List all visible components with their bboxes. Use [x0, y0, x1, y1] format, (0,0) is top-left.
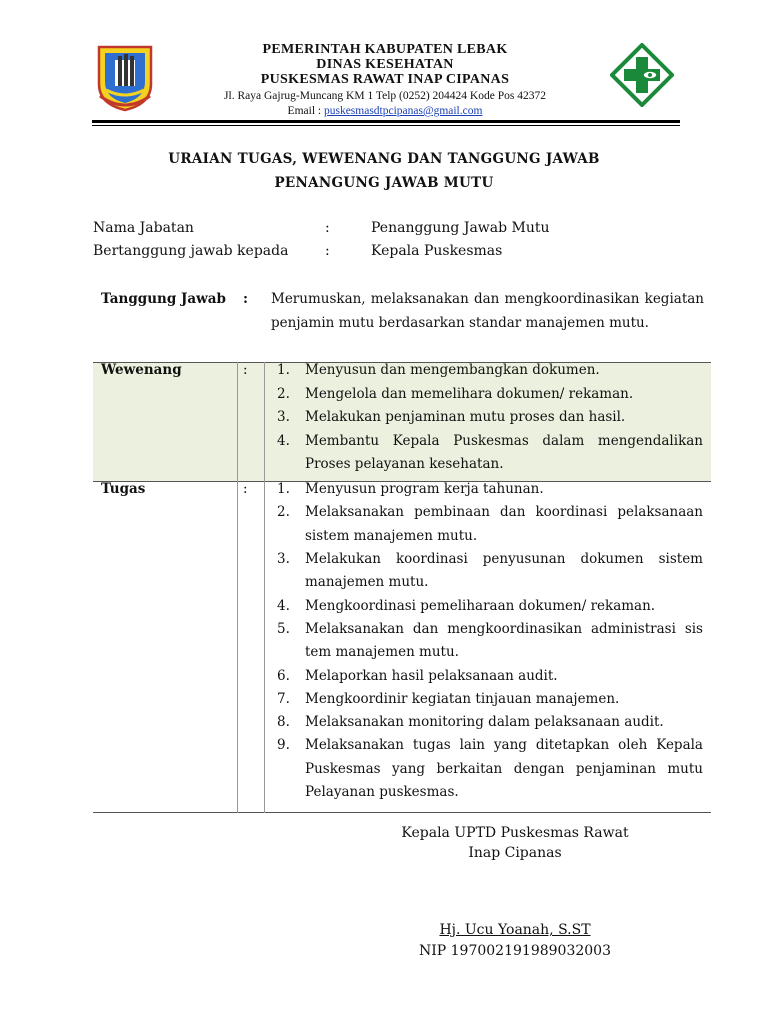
- list-item-text: Menyusun dan mengembangkan dokumen.: [305, 362, 600, 378]
- list-item-text: Melaporkan hasil pelaksanaan audit.: [305, 667, 558, 684]
- table-hline-bottom: [93, 812, 711, 813]
- signature-title-line1: Kepala UPTD Puskesmas Rawat: [401, 825, 629, 841]
- list-item-text: Pelayanan puskesmas.: [305, 784, 459, 801]
- wewenang-label: Wewenang: [101, 362, 182, 378]
- list-item-text: Mengkoordinasi pemeliharaan dokumen/ rekaman.: [305, 597, 656, 614]
- list-item-text: Menyusun program kerja tahunan.: [305, 481, 544, 497]
- list-item-text: Mengelola dan memelihara dokumen/ rekaman.: [305, 385, 634, 402]
- list-item-number: 4.: [277, 597, 290, 614]
- list-item-text: Membantu Kepala Puskesmas dalam mengendalikan: [305, 432, 703, 449]
- right-logo: [610, 43, 674, 107]
- table-vline-2: [264, 362, 265, 813]
- list-item-text: tem manajemen mutu.: [305, 644, 459, 661]
- signature-name: Hj. Ucu Yoanah, S.ST: [439, 922, 591, 938]
- list-item-text: Melaksanakan dan mengkoordinasikan administrasi sis: [305, 620, 703, 637]
- letterhead-address: Jl. Raya Gajrug-Muncang KM 1 Telp (0252) 204424 Kode Pos 42372: [224, 90, 546, 102]
- list-item-number: 2.: [277, 504, 290, 521]
- letterhead-rule-thin: [92, 125, 680, 126]
- list-item-number: 9.: [277, 737, 290, 754]
- list-item-text: Mengkoordinir kegiatan tinjauan manajemen.: [305, 690, 620, 707]
- letterhead-rule-thick: [92, 120, 680, 123]
- list-item-text: Melaksanakan pembinaan dan koordinasi pelaksanaan: [305, 504, 703, 521]
- left-logo: [96, 44, 154, 112]
- letterhead-line1: PEMERINTAH KABUPATEN LEBAK: [262, 42, 508, 57]
- list-item-text: sistem manajemen mutu.: [305, 527, 478, 544]
- list-item-text: manajemen mutu.: [305, 574, 429, 591]
- email-label: Email :: [287, 105, 324, 117]
- list-item-number: 2.: [277, 385, 290, 402]
- list-item-text: Proses pelayanan kesehatan.: [305, 456, 504, 472]
- list-item-text: Puskesmas yang berkaitan dengan penjaminan mutu: [305, 760, 703, 777]
- kepada-value: Kepala Puskesmas: [371, 243, 503, 259]
- letterhead-line2: DINAS KESEHATAN: [316, 57, 454, 72]
- tanggung-jawab-text: Merumuskan, melaksanakan dan mengkoordinasikan kegiatan penjamin mutu berdasarkan standar manajemen mutu.: [271, 291, 704, 331]
- list-item-number: 7.: [277, 690, 290, 707]
- list-item-number: 3.: [277, 550, 290, 567]
- letterhead-email-row: [170, 105, 600, 117]
- puskesmas-logo-icon: [610, 43, 674, 107]
- jabatan-value: Penanggung Jawab Mutu: [371, 220, 550, 236]
- list-item-text: Melakukan koordinasi penyusunan dokumen sistem: [305, 550, 703, 567]
- list-item-number: 4.: [277, 432, 290, 449]
- list-item-number: 1.: [277, 362, 290, 378]
- list-item-text: Melakukan penjaminan mutu proses dan hasil.: [305, 409, 626, 425]
- kepada-label: Bertanggung jawab kepada: [93, 243, 289, 259]
- signature-nip: NIP 197002191989032003: [419, 943, 611, 959]
- list-item-number: 6.: [277, 667, 290, 684]
- tugas-colon: :: [243, 481, 248, 497]
- list-item-number: 5.: [277, 620, 290, 637]
- kepada-colon: :: [325, 243, 330, 259]
- list-item-number: 1.: [277, 481, 290, 497]
- letterhead-line3: PUSKESMAS RAWAT INAP CIPANAS: [260, 72, 510, 87]
- lebak-emblem-icon: [96, 44, 154, 112]
- list-item-number: 3.: [277, 409, 290, 425]
- list-item-text: Melaksanakan tugas lain yang ditetapkan oleh Kepala: [305, 737, 703, 754]
- document-title-line1: URAIAN TUGAS, WEWENANG DAN TANGGUNG JAWAB: [168, 151, 600, 167]
- document-title-line2: PENANGUNG JAWAB MUTU: [274, 175, 494, 191]
- list-item-text: Melaksanakan monitoring dalam pelaksanaan audit.: [305, 713, 664, 730]
- signature-title-line2: Inap Cipanas: [468, 845, 562, 861]
- tanggung-jawab-label: Tanggung Jawab: [101, 291, 226, 307]
- table-vline-1: [237, 362, 238, 813]
- list-item-number: 8.: [277, 713, 290, 730]
- email-link[interactable]: puskesmasdtpcipanas@gmail.com: [323, 105, 483, 117]
- wewenang-colon: :: [243, 362, 248, 378]
- jabatan-colon: :: [325, 220, 330, 236]
- tanggung-jawab-colon: :: [243, 291, 248, 307]
- tugas-label: Tugas: [101, 481, 146, 497]
- jabatan-label: Nama Jabatan: [93, 220, 194, 236]
